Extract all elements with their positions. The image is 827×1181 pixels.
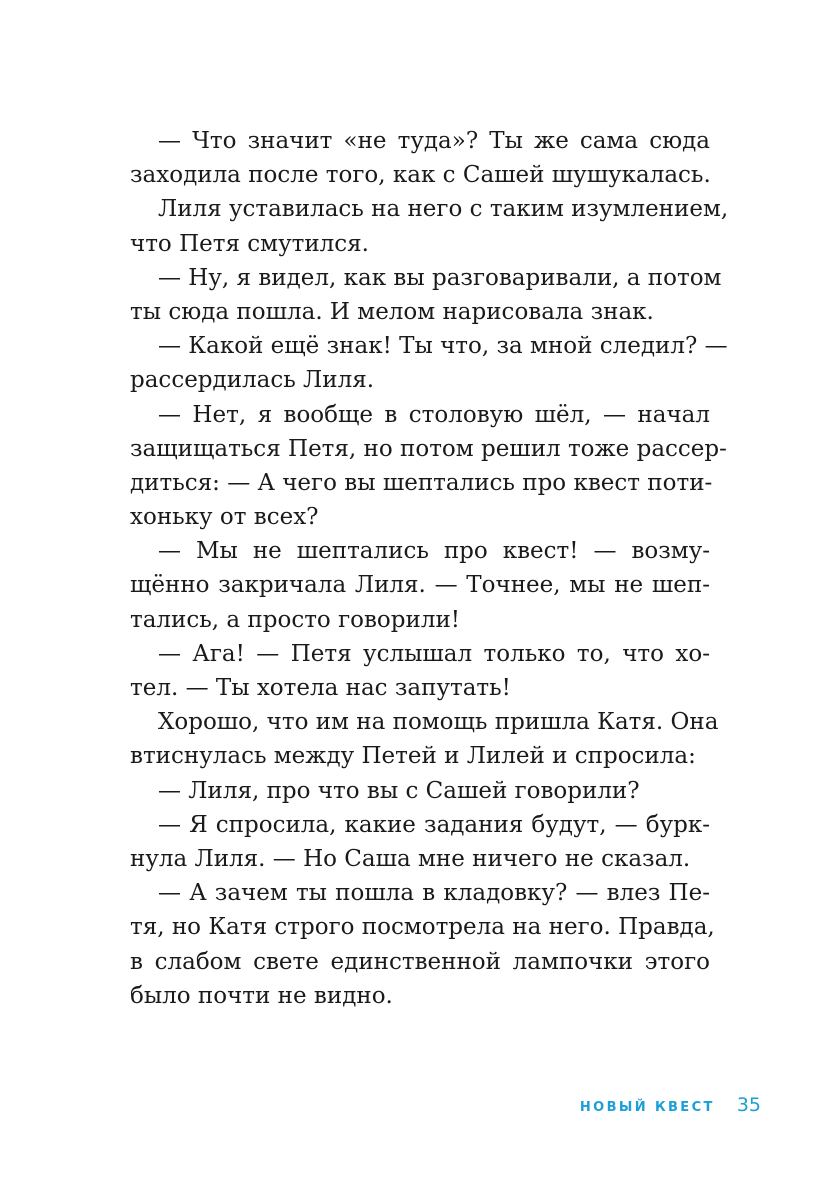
running-head: НОВЫЙ КВЕСТ	[579, 1100, 715, 1115]
text-line: — Ну, я видел, как вы разговаривали, а потом	[158, 264, 722, 291]
text-line: ты сюда пошла. И мелом нарисовала знак.	[130, 298, 654, 325]
text-line: втиснулась между Петей и Лилей и спросила:	[130, 743, 696, 770]
text-line: тя, но Катя строго посмотрела на него. Правда,	[130, 914, 715, 941]
text-line: диться: — А чего вы шептались про квест поти-	[130, 469, 713, 496]
text-line: нула Лиля. — Но Саша мне ничего не сказал.	[130, 845, 691, 872]
body-text	[130, 124, 729, 1013]
text-line: что Петя смутился.	[130, 230, 369, 257]
text-line: — Ага! — Петя услышал только то, что хо-	[158, 640, 710, 667]
text-line: — Лиля, про что вы с Сашей говорили?	[158, 777, 640, 804]
text-line: Лиля уставилась на него с таким изумлением,	[158, 196, 729, 223]
text-line: было почти не видно.	[130, 982, 393, 1009]
page-footer	[580, 1094, 761, 1116]
text-line: — А зачем ты пошла в кладовку? — влез Пе-	[158, 880, 710, 907]
text-line: — Что значит «не туда»? Ты же сама сюда	[158, 128, 710, 154]
text-line: в слабом свете единственной лампочки этого	[130, 948, 710, 975]
text-line: тел. — Ты хотела нас запутать!	[130, 675, 511, 701]
text-line: Хорошо, что им на помощь пришла Катя. Она	[158, 709, 719, 736]
text-line: хоньку от всех?	[130, 504, 319, 531]
text-line: рассердилась Лиля.	[130, 367, 375, 394]
text-line: заходила после того, как с Сашей шушукалась.	[130, 162, 711, 189]
text-line: — Какой ещё знак! Ты что, за мной следил? —	[158, 333, 728, 360]
text-line: — Нет, я вообще в столовую шёл, — начал	[158, 401, 710, 428]
text-line: — Я спросила, какие задания будут, — бурк-	[158, 811, 710, 838]
text-line: защищаться Петя, но потом решил тоже рассер-	[130, 435, 727, 462]
text-line: — Мы не шептались про квест! — возму-	[158, 538, 710, 565]
page-number: 35	[736, 1094, 761, 1116]
text-line: щённо закричала Лиля. — Точнее, мы не шеп-	[130, 572, 710, 599]
text-line: тались, а просто говорили!	[130, 606, 461, 633]
